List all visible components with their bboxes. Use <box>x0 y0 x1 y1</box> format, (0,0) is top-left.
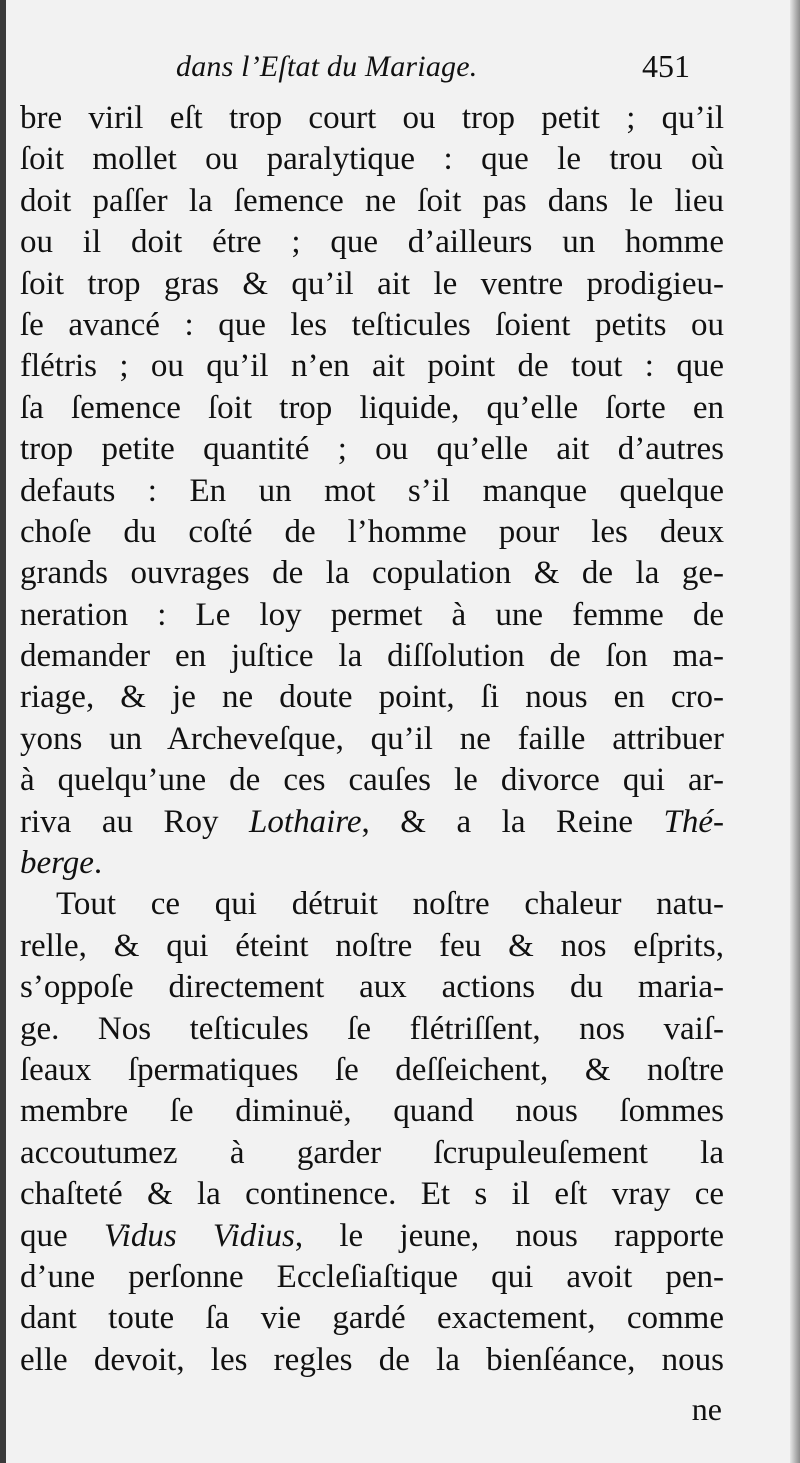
text-segment: membre ſe diminuë, quand nous ſommes <box>20 1093 724 1130</box>
text-line <box>20 1091 724 1132</box>
text-line <box>20 222 724 263</box>
text-line <box>20 512 724 553</box>
text-segment: dant toute ſa vie gardé exactement, comme <box>20 1300 724 1337</box>
text-line <box>20 1257 724 1298</box>
italic-text: Vidus Vidius <box>103 1217 295 1254</box>
text-segment: ou il doit étre ; que d’ailleurs un homme <box>20 224 724 261</box>
text-segment: demander en juſtice la diſſolution de ſon ma- <box>20 638 724 675</box>
text-segment: , & a la Reine <box>361 803 664 840</box>
text-segment: ſoit trop gras & qu’il ait le ventre prodigieu- <box>20 265 724 302</box>
text-segment: que <box>20 1217 104 1254</box>
text-line <box>20 1174 724 1215</box>
text-segment: grands ouvrages de la copulation & de la ge- <box>20 555 724 592</box>
text-line <box>20 98 724 139</box>
page-edge-gutter <box>790 0 800 1463</box>
text-line <box>20 967 724 1008</box>
text-segment: elle devoit, les regles de la bienſéance, nous <box>20 1341 724 1378</box>
running-title: dans l’Eſtat du Mariage. <box>176 50 478 83</box>
text-segment: chaſteté & la continence. Et s il eſt vray ce <box>20 1176 724 1213</box>
text-segment: d’une perſonne Eccleſiaſtique qui avoit pen- <box>20 1258 724 1295</box>
text-line <box>20 181 724 222</box>
text-segment: riage, & je ne doute point, ſi nous en cro- <box>20 679 724 716</box>
text-line <box>20 1133 724 1174</box>
text-segment: ſa ſemence ſoit trop liquide, qu’elle ſorte en <box>20 389 724 426</box>
italic-text: Lothaire <box>249 803 362 840</box>
text-line <box>20 677 724 718</box>
page-number: 451 <box>642 48 690 84</box>
text-line <box>20 139 724 180</box>
text-segment: riva au Roy <box>20 803 250 840</box>
text-line <box>20 843 724 884</box>
italic-text: berge <box>20 845 94 882</box>
text-line <box>20 1050 724 1091</box>
text-segment: . <box>93 845 103 882</box>
text-line <box>20 1009 724 1050</box>
text-segment: trop petite quantité ; ou qu’elle ait d’autres <box>20 431 724 468</box>
text-segment: ſe avancé : que les teſticules ſoient petits ou <box>20 306 724 343</box>
text-segment: choſe du coſté de l’homme pour les deux <box>20 513 724 550</box>
text-segment: Tout ce qui détruit noſtre chaleur natu- <box>56 886 724 923</box>
text-segment: s’oppoſe directement aux actions du maria- <box>20 969 724 1006</box>
body-text <box>20 98 724 1381</box>
text-line <box>20 1216 724 1257</box>
text-line <box>20 346 724 387</box>
text-line <box>20 388 724 429</box>
text-line <box>20 595 724 636</box>
italic-text: Thé- <box>663 803 724 840</box>
text-line <box>20 1298 724 1339</box>
text-segment: ge. Nos teſticules ſe flétriſſent, nos vaiſ- <box>20 1010 724 1047</box>
page-edge-shadow <box>0 0 6 1463</box>
text-line <box>20 884 724 925</box>
catchword: ne <box>691 1391 722 1427</box>
text-line <box>20 802 724 843</box>
text-segment: bre viril eſt trop court ou trop petit ; qu’il <box>20 100 724 136</box>
text-segment: ſoit mollet ou paralytique : que le trou où <box>20 141 724 178</box>
text-line <box>20 1340 724 1381</box>
text-line <box>20 636 724 677</box>
text-segment: accoutumez à garder ſcrupuleuſement la <box>20 1134 724 1171</box>
text-segment: neration : Le loy permet à une femme de <box>20 596 724 633</box>
text-segment: ſeaux ſpermatiques ſe deſſeichent, & noſtre <box>20 1051 724 1088</box>
text-segment: relle, & qui éteint noſtre feu & nos eſprits, <box>20 927 724 964</box>
text-line <box>20 471 724 512</box>
text-segment: , le jeune, nous rapporte <box>294 1217 724 1254</box>
text-line <box>20 760 724 801</box>
text-line <box>20 429 724 470</box>
text-line <box>20 719 724 760</box>
text-segment: defauts : En un mot s’il manque quelque <box>20 472 724 509</box>
text-segment: flétris ; ou qu’il n’en ait point de tout : que <box>20 348 724 385</box>
text-segment: à quelqu’une de ces cauſes le divorce qui ar- <box>20 762 724 799</box>
text-line <box>20 553 724 594</box>
text-line <box>20 305 724 346</box>
text-segment: yons un Archeveſque, qu’il ne faille attribuer <box>20 720 724 757</box>
text-segment: doit paſſer la ſemence ne ſoit pas dans le lieu <box>20 182 724 219</box>
text-line <box>20 926 724 967</box>
text-line <box>20 264 724 305</box>
